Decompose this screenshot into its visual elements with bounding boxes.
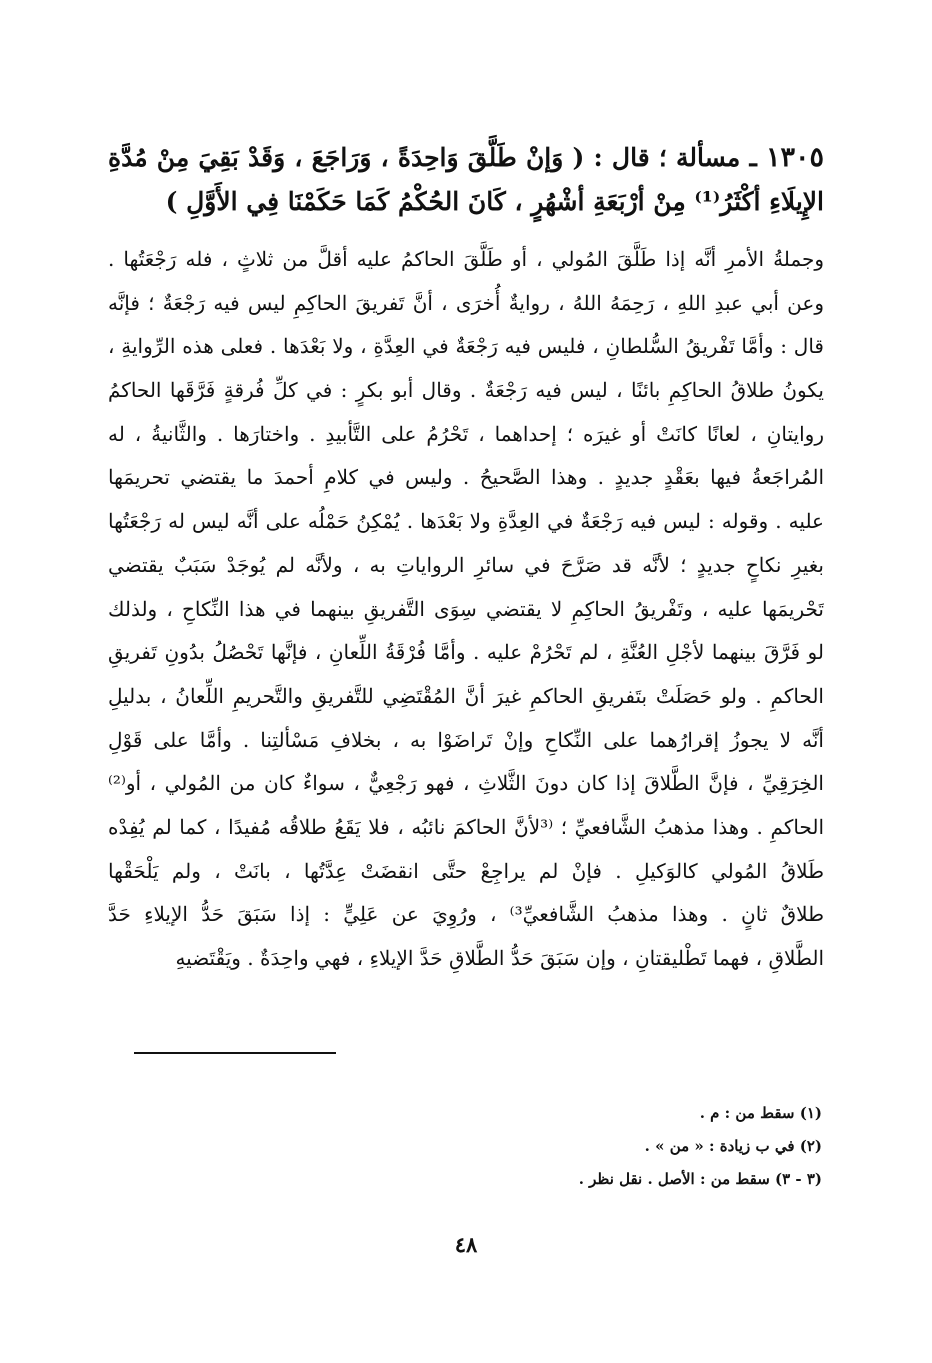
body-line: أنَّه لا يجوزُ إقرارُهما على النِّكاحِ وإنْ تَراضَوْا به ، بخلافِ مَسْألتِنا . وأمَّا على قَوْلِ xyxy=(108,727,824,752)
footnote: (٢) في ب زيادة : « من » . xyxy=(644,1137,822,1155)
footnote-separator xyxy=(134,1052,336,1054)
body-line: الحاكمِ . ولو حَصَلَتْ بتَفريقِ الحاكمِ غيرَ أنَّ المُقْتَضِي للتَّفريقِ والتَّحريمِ اللِّعانُ ، بدليلِ xyxy=(108,683,824,708)
issue-heading-text: ـ مسألة ؛ قال : ( وَإنْ طَلَّقَ وَاحِدَةً ، وَرَاجَعَ ، وَقَدْ بَقِيَ مِنْ مُدَّةِ الإِيلَاءِ أكْثَرُ⁽¹⁾ مِنْ أرْبَعَةِ أشْهُرٍ ، كَانَ الحُكْمُ كَمَا حَكَمْنَا فِي الأَوَّلِ ) xyxy=(108,143,824,216)
body-line: المُراجَعةُ فيها بعَقْدٍ جديدٍ . وهذا الصَّحيحُ . وليس في كلامِ أحمدَ ما يقتضي تحريمَها xyxy=(108,465,824,490)
footnote: (١) سقط من : م . xyxy=(699,1104,822,1122)
footnote: (٣ - ٣) سقط من : الأصل . نقل نظر . xyxy=(578,1170,822,1188)
footnotes xyxy=(110,1097,822,1196)
body-line: الطَّلاقِ ، فهما تَطْليقتانِ ، وإن سَبَقَ حَدُّ الطَّلاقِ حَدَّ الإيلاءِ ، فهي واحِدَةٌ . ويَقْتَضيهِ xyxy=(175,946,824,970)
body-line: عليه . وقوله : ليس فيه رَجْعَةٌ في العِدَّةِ ولا بَعْدَها . يُمْكِنُ حَمْلُه على أنَّه ليس له رَجْعَتُها xyxy=(108,509,824,534)
issue-number: ١٣٠٥ xyxy=(765,142,824,173)
body-line: وعن أبي عبدِ اللهِ ، رَحِمَهُ اللهُ ، روايةٌ أُخرَى ، أنَّ تَفريقَ الحاكِمِ ليس فيه رَجْعَةٌ ؛ فإنَّه xyxy=(108,290,824,315)
body-line: يكونُ طلاقُ الحاكِمِ بائنًا ، ليس فيه رَجْعَةٌ . وقال أبو بكرٍ : في كلِّ فُرقةٍ فَرَّقَها الحاكمُ xyxy=(108,378,824,403)
body-line: الخِرَقِيِّ ، فإنَّ الطَّلاقَ إذا كان دونَ الثَّلاثِ ، فهو رَجْعِيٌّ ، سواءٌ كان من المُولي ، أو⁽²⁾ xyxy=(108,771,824,796)
body-line: لو فَرَّقَ بينهما لأجْلِ العُنَّةِ ، لم تَحْرُمْ عليه . وأمَّا فُرْقَةُ اللِّعانِ ، فإنَّها تَحْصُلُ بدُونِ تَفريقِ xyxy=(108,640,824,665)
body-line: قال : وأمَّا تَفْريقُ السُّلطانِ ، فليس فيه رَجْعَةٌ في العِدَّةِ ، ولا بَعْدَها . فعلى هذه الرِّوايةِ ، xyxy=(108,334,824,359)
issue-heading xyxy=(108,136,824,224)
body-line: روايتانِ ، لعانًا كانَتْ أو غيرَه ؛ إحداهما ، تَحْرُمُ على التَّأبيدِ . واختارَها . والثَّانيةُ ، له xyxy=(108,421,824,446)
body-line: الحاكمِ . وهذا مذهبُ الشَّافعيِّ ؛ ⁽³لأنَّ الحاكمَ نائبُه ، فلا يَقَعُ طلاقُه مُفيدًا ، كما لم يُفِدْه xyxy=(108,814,824,839)
body-text xyxy=(108,238,824,981)
body-line: طلاقٌ ثانٍ . وهذا مذهبُ الشَّافعيِّ³⁾ ، ورُوِيَ عن عَلِيٍّ : إذا سَبَقَ حَدُّ الإيلاءِ حَدَّ xyxy=(108,902,824,927)
body-line: تَحْريمَها عليه ، وتَفْريقُ الحاكِمِ لا يقتضي سِوَى التَّفريقِ بينهما في هذا النِّكاحِ ، ولذلك xyxy=(108,596,824,621)
body-line: وجملةُ الأمرِ أنَّه إذا طَلَّقَ المُولي ، أو طَلَّقَ الحاكمُ عليه أقلَّ من ثلاثٍ ، فله رَجْعَتُها . xyxy=(108,247,824,271)
body-line: بغيرِ نكاحٍ جديدٍ ؛ لأنَّه قد صَرَّحَ في سائرِ الرواياتِ به ، ولأنَّه لم يُوجَدْ سَبَبٌ يقتضي xyxy=(108,552,824,577)
page-number: ٤٨ xyxy=(454,1232,478,1257)
body-line: طَلاقُ المُولي كالوَكيلِ . فإنْ لم يراجِعْ حتَّى انقضَتْ عِدَّتُها ، بانَتْ ، ولم يَلْحَقْها xyxy=(108,858,824,883)
